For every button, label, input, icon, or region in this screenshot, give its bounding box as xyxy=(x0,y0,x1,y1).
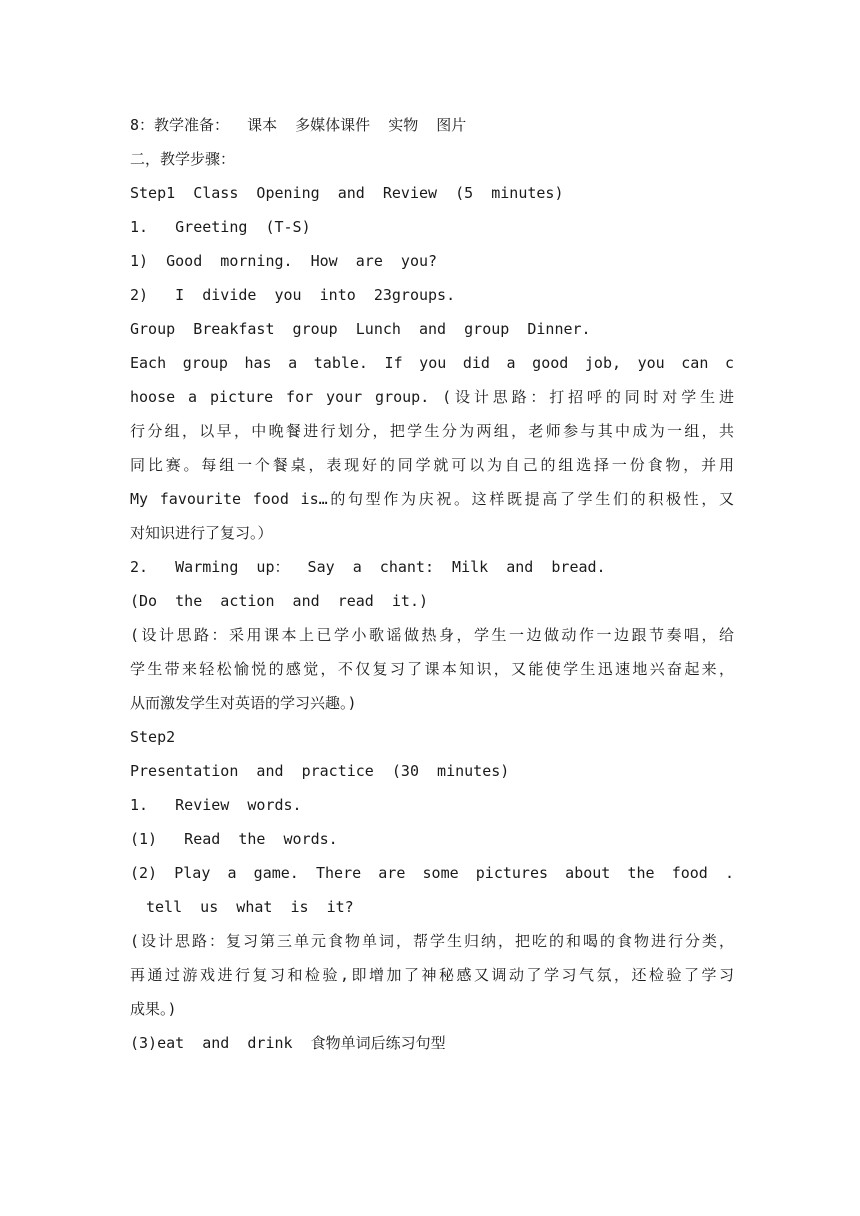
design-note-line: (设计思路：采用课本上已学小歌谣做热身，学生一边做动作一边跟节奏唱，给 xyxy=(130,626,734,644)
design-note-line: 成果。) xyxy=(130,1000,177,1018)
paragraph-line: 同比赛。每组一个餐桌，表现好的同学就可以为自己的组选择一份食物，并用 xyxy=(130,456,734,474)
paragraph-line: hoose a picture for your group. (设计思路：打招呼的同时对学生进 xyxy=(130,388,734,406)
steps-heading: 二，教学步骤： xyxy=(130,150,236,168)
warming-up-item: 2. Warming up： Say a chant: Milk and bread. xyxy=(130,558,606,576)
review-subitem-1: (1) Read the words. xyxy=(130,830,338,848)
step2-heading: Step2 xyxy=(130,728,176,746)
eat-drink-item: (3)eat and drink 食物单词后练习句型 xyxy=(130,1034,446,1052)
warming-up-note: (Do the action and read it.) xyxy=(130,592,429,610)
paragraph-line: 行分组，以早，中晚餐进行划分，把学生分为两组，老师参与其中成为一组，共 xyxy=(130,422,734,440)
groups-line: Group Breakfast group Lunch and group Dinner. xyxy=(130,320,591,338)
review-subitem-2: (2) Play a game. There are some pictures about the food . xyxy=(130,864,734,882)
greeting-subitem-2: 2) I divide you into 23groups. xyxy=(130,286,456,304)
review-subitem-2-cont: tell us what is it? xyxy=(146,898,354,916)
paragraph-line: My favourite food is…的句型作为庆祝。这样既提高了学生们的积极性，又 xyxy=(130,490,734,508)
prep-line: 8：教学准备： 课本 多媒体课件 实物 图片 xyxy=(130,116,467,134)
paragraph-line: 对知识进行了复习。） xyxy=(130,524,273,542)
greeting-item: 1. Greeting (T-S) xyxy=(130,218,311,236)
design-note-line: (设计思路：复习第三单元食物单词，帮学生归纳，把吃的和喝的食物进行分类， xyxy=(130,932,734,950)
step1-heading: Step1 Class Opening and Review (5 minutes) xyxy=(130,184,564,202)
design-note-line: 学生带来轻松愉悦的感觉，不仅复习了课本知识，又能使学生迅速地兴奋起来， xyxy=(130,660,734,678)
paragraph-line: Each group has a table. If you did a good job, you can c xyxy=(130,354,734,372)
design-note-line: 从而激发学生对英语的学习兴趣。) xyxy=(130,694,357,712)
greeting-subitem-1: 1) Good morning. How are you? xyxy=(130,252,438,270)
presentation-heading: Presentation and practice (30 minutes) xyxy=(130,762,510,780)
document-page xyxy=(130,108,734,1060)
review-words-item: 1. Review words. xyxy=(130,796,302,814)
design-note-line: 再通过游戏进行复习和检验,即增加了神秘感又调动了学习气氛，还检验了学习 xyxy=(130,966,734,984)
